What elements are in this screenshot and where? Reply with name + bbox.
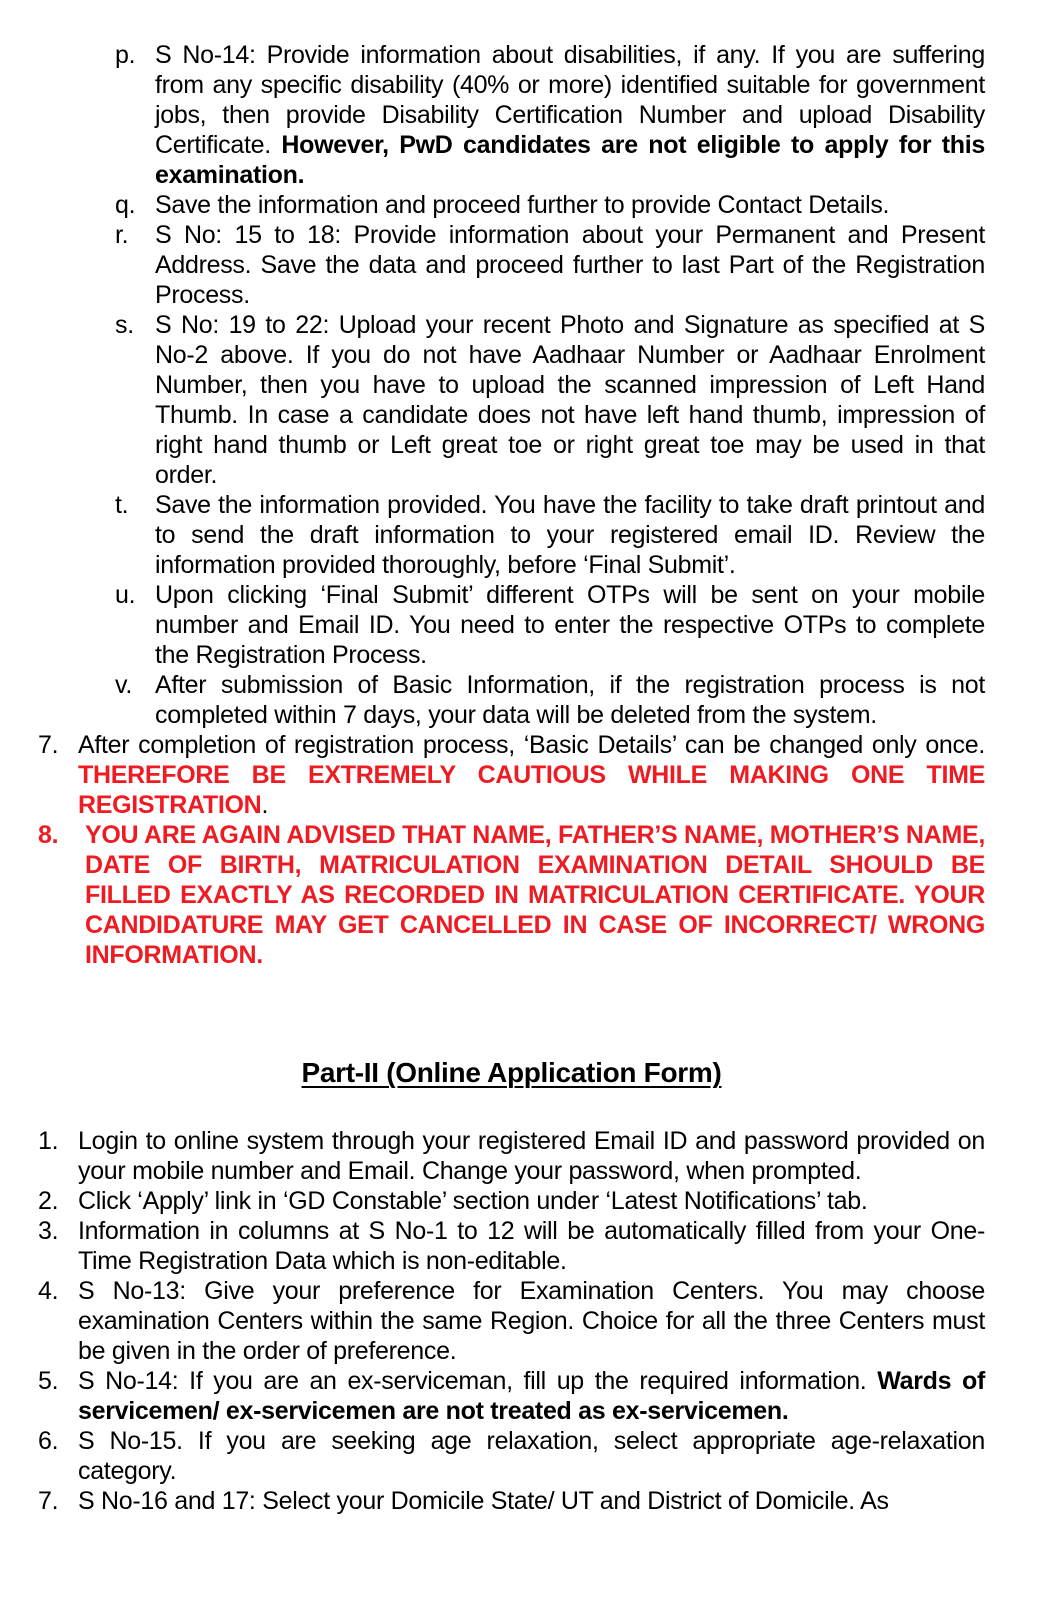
list-item-text: S No-15. If you are seeking age relaxation, select appropriate age-relaxation category.	[78, 1427, 985, 1485]
list-item-text: Login to online system through your registered Email ID and password provided on your mobile number and Email. Change your password, when prompted.	[78, 1127, 985, 1185]
list-item-text: Save the information and proceed further to provide Contact Details.	[155, 191, 890, 219]
list-item-text: S No-13: Give your preference for Examination Centers. You may choose examination Centers within the same Region. Choice for all the three Centers must be given in the order of preference.	[78, 1277, 985, 1365]
list-item-1	[38, 1126, 985, 1186]
list-marker: q.	[115, 191, 136, 219]
list-item-text	[78, 1366, 985, 1426]
part2-heading	[38, 1056, 985, 1090]
list-marker: u.	[115, 581, 136, 609]
list-item-v	[115, 670, 985, 730]
list-item-q	[115, 190, 985, 220]
list-item-r	[115, 220, 985, 310]
text-segment: After completion of registration process, ‘Basic Details’ can be changed only once.	[78, 731, 985, 759]
list-item-8-warning	[38, 820, 985, 970]
list-item-text: Click ‘Apply’ link in ‘GD Constable’ section under ‘Latest Notifications’ tab.	[78, 1187, 868, 1215]
list-marker: r.	[115, 221, 129, 249]
text-segment: S No-14: If you are an ex-serviceman, fill up the required information.	[78, 1367, 878, 1395]
list-item-s	[115, 310, 985, 490]
list-item-text: Save the information provided. You have the facility to take draft printout and to send the draft information to your registered email ID. Review the information provided thoroughly, before ‘Final Submit’.	[155, 491, 985, 579]
list-marker: 4.	[38, 1277, 59, 1305]
list-item-7-registration	[38, 730, 985, 820]
list-item-text	[78, 820, 985, 970]
list-marker: t.	[115, 491, 129, 519]
list-item-6	[38, 1426, 985, 1486]
warning-text-red: THEREFORE BE EXTREMELY CAUTIOUS WHILE MAKING ONE TIME REGISTRATION	[78, 761, 985, 819]
list-item-5	[38, 1366, 985, 1426]
text-segment-bold: Wards of servicemen/ ex-servicemen are not treated as ex-servicemen.	[78, 1367, 985, 1425]
list-marker: 5.	[38, 1367, 59, 1395]
list-marker: 1.	[38, 1127, 59, 1155]
list-item-text: S No: 15 to 18: Provide information about your Permanent and Present Address. Save the data and proceed further to last Part of the Registration Process.	[155, 221, 985, 309]
list-marker: 2.	[38, 1187, 59, 1215]
warning-text-red: YOU ARE AGAIN ADVISED THAT NAME, FATHER’S NAME, MOTHER’S NAME, DATE OF BIRTH, MATRICULATION EXAMINATION DETAIL SHOULD BE FILLED EXACTLY AS RECORDED IN MATRICULATION CERTIFICATE. YOUR CANDIDATURE MAY GET CANCELLED IN CASE OF INCORRECT/ WRONG INFORMATION.	[85, 821, 985, 969]
part2-numbered-list	[38, 1126, 985, 1516]
list-item-text: S No: 19 to 22: Upload your recent Photo and Signature as specified at S No-2 above. If you do not have Aadhaar Number or Aadhaar Enrolment Number, then you have to upload the scanned impression of Left Hand Thumb. In case a candidate does not have left hand thumb, impression of right hand thumb or Left great toe or right great toe may be used in that order.	[155, 311, 985, 489]
list-item-text: After submission of Basic Information, if the registration process is not completed within 7 days, your data will be deleted from the system.	[155, 671, 985, 729]
list-marker: 8.	[38, 821, 59, 849]
text-segment-bold: However, PwD candidates are not eligible to apply for this examination.	[155, 131, 985, 189]
list-item-7	[38, 1486, 985, 1516]
list-item-text	[155, 40, 985, 190]
list-item-t	[115, 490, 985, 580]
list-item-text: S No-16 and 17: Select your Domicile State/ UT and District of Domicile. As	[78, 1487, 889, 1515]
list-item-text: Upon clicking ‘Final Submit’ different OTPs will be sent on your mobile number and Email ID. You need to enter the respective OTPs to complete the Registration Process.	[155, 581, 985, 669]
list-item-3	[38, 1216, 985, 1276]
list-marker: v.	[115, 671, 132, 699]
text-segment: S No-14: Provide information about disabilities, if any. If you are suffering from any specific disability (40% or more) identified suitable for government jobs, then provide Disability Certification Number and upload Disability Certificate.	[155, 41, 985, 159]
list-item-text	[78, 730, 985, 820]
list-item-text: Information in columns at S No-1 to 12 will be automatically filled from your One-Time Registration Data which is non-editable.	[78, 1217, 985, 1275]
text-segment: .	[261, 791, 269, 819]
list-marker: 7.	[38, 731, 59, 759]
list-item-2	[38, 1186, 985, 1216]
list-marker: 3.	[38, 1217, 59, 1245]
lettered-list	[115, 40, 985, 730]
list-marker: p.	[115, 41, 136, 69]
list-marker: s.	[115, 311, 134, 339]
list-marker: 6.	[38, 1427, 59, 1455]
list-item-u	[115, 580, 985, 670]
list-marker: 7.	[38, 1487, 59, 1515]
part2-heading-text: Part-II (Online Application Form)	[301, 1057, 722, 1088]
list-item-p	[115, 40, 985, 190]
list-item-4	[38, 1276, 985, 1366]
